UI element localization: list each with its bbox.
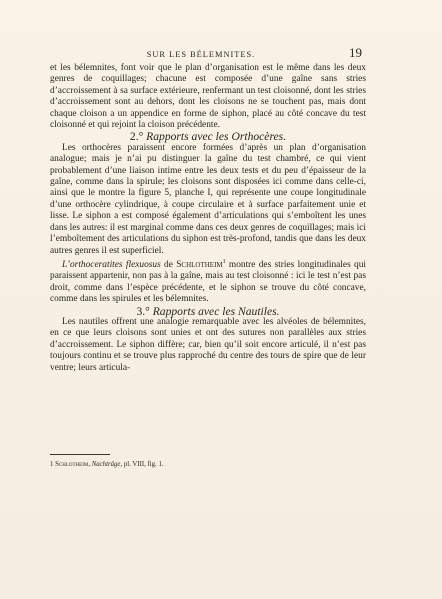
footnote-marker: 1 bbox=[50, 461, 54, 468]
running-head: SUR LES BÉLEMNITES. bbox=[146, 50, 256, 59]
section-number: 3.° bbox=[136, 304, 150, 318]
body-text bbox=[50, 63, 366, 374]
paragraph-3-rest: montre des stries longitudinales qui paraissent appartenir, non pas à la gaîne, mais au test cloisonné : ici le test n’est pas droit, comme dans l’espèce précédente, et le siphon se trouve du côté concave, comme dans les spirules et les bélemnites. bbox=[50, 260, 366, 305]
section-heading-3 bbox=[50, 306, 366, 317]
footnote-reference: 1 bbox=[222, 258, 226, 265]
footnote-ref: , pl. VIII, fig. 1. bbox=[120, 461, 164, 468]
paragraph-1: et les bélemnites, font voir que le plan d’organisation est le même dans les deux genres de coquillages; chacune est composée d’une gaîne sans stries d’accroissement à sa surface extérieure, renfermant un test cloisonné, dont les stries d’accroissement sont au dehors, dont les cloisons ne se touchent pas, mais dont chaque cloison a un appendice en forme de siphon, placé au côté concave du test cloisonné et qui rejoint la cloison précédente. bbox=[50, 63, 366, 131]
footnote: 1 Schlotheim, Nachträge, pl. VIII, fig. 1. bbox=[50, 461, 164, 468]
paragraph-4: Les nautiles offrent une analogie remarquable avec les alvéoles de bélemnites, en ce que leurs cloisons sont unies et ont des sutures non parallèles aux stries d’accroissement. Le siphon diffère; car, bien qu’il soit encore articulé, il n’est pas toujours continu et se trouve plus rapproché du centre des tours de spire que de leur ventre; leurs articula- bbox=[50, 317, 366, 373]
paragraph-3 bbox=[50, 257, 366, 306]
paragraph-2: Les orthocères paraissent encore formées d’après un plan d’organisation analogue; mais je n’ai pu distinguer la gaîne du test chambré, ce qui vient probablement d’une liaison intime entre les deux tests et du peu d’épaisseur de la gaîne, comme dans la spirule; les cloisons sont disposées ici comme dans celle-ci, ainsi que le montre la figure 5, planche I, qui représente une coupe longitudinale d’une orthocère cylindrique, à coupe circulaire et à surface parfaitement unie et lisse. Le siphon a est composé également d’articulations qui s’emboîtent les unes dans les autres: il est marginal comme dans ces deux genres de coquillages; mais ici l’emboîtement des articulations du siphon est très-profond, tandis que dans les deux autres genres il est superficiel. bbox=[50, 142, 366, 256]
author-name: Schlotheim bbox=[176, 260, 223, 271]
footnote-author: Schlotheim bbox=[55, 461, 89, 468]
section-heading-2 bbox=[50, 131, 366, 142]
section-title: Rapports avec les Orthocères. bbox=[146, 130, 287, 144]
page-number: 19 bbox=[349, 45, 362, 60]
species-name: L’orthoceratites flexuosus bbox=[62, 260, 161, 271]
section-title: Rapports avec les Nautiles. bbox=[152, 304, 280, 318]
footnote-work: Nachträge bbox=[91, 461, 121, 468]
footnote-rule bbox=[50, 454, 110, 455]
section-number: 2.° bbox=[129, 130, 144, 144]
de-text: de bbox=[160, 260, 177, 271]
